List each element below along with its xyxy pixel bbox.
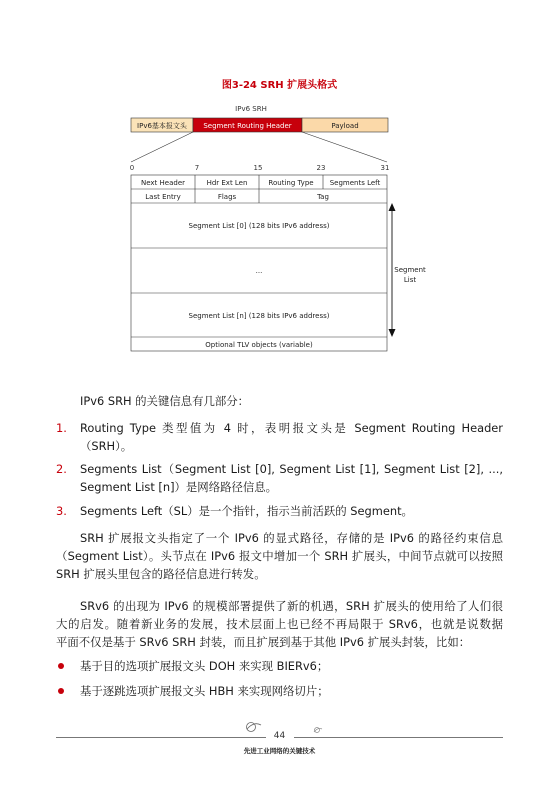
list-number-2: 2. (56, 462, 67, 476)
list-item-2-line-2: Segment List [n]）是网络路径信息。 (80, 480, 278, 494)
paragraph-1-line-2: （Segment List）。头节点在 IPv6 报文中增加一个 SRH 扩展头，中间节点就可以按照 (56, 549, 503, 563)
expand-line-right (302, 132, 387, 162)
field-tag: Tag (317, 193, 329, 201)
srh-format-diagram (0, 0, 559, 360)
field-segments-left: Segments Left (329, 179, 381, 187)
bit-tick-15: 15 (253, 164, 263, 172)
paragraph-2-line-1: SRv6 的出现为 IPv6 的规模部署提供了新的机遇，SRH 扩展头的使用给了人们很 (80, 599, 503, 613)
paragraph-srv6-opportunity (56, 597, 503, 651)
list-item-1-line-2: （SRH）。 (80, 439, 133, 453)
paragraph-srh-explicit-path (56, 529, 503, 583)
segment-list-side-label-2: List (403, 276, 417, 284)
bit-tick-31: 31 (380, 164, 390, 172)
list-number-1: 1. (56, 421, 67, 435)
ipv6-srh-label: IPv6 SRH (235, 105, 267, 113)
field-hdr-ext-len: Hdr Ext Len (206, 179, 248, 187)
list-item-3-line-1: Segments Left（SL）是一个指针，指示当前活跃的 Segment。 (80, 504, 413, 518)
list-item-2-line-1: Segments List（Segment List [0], Segment List [1], Segment List [2], ..., (80, 462, 503, 476)
list-item-2 (80, 460, 503, 496)
paragraph-1-line-3: SRH 扩展头里包含的路径信息进行转发。 (56, 567, 266, 581)
field-flags: Flags (217, 193, 237, 201)
segment-routing-header-label: Segment Routing Header (203, 122, 292, 130)
field-optional-tlv: Optional TLV objects (variable) (205, 341, 313, 349)
bit-tick-7: 7 (194, 164, 200, 172)
field-segment-list-0: Segment List [0] (128 bits IPv6 address) (188, 222, 330, 230)
field-segment-list-n: Segment List [n] (128 bits IPv6 address) (188, 312, 330, 320)
bit-tick-0: 0 (129, 164, 135, 172)
figure-title: 图3-24 SRH 扩展头格式 (221, 80, 338, 91)
footer-book-title: 先进工业网络的关键技术 (243, 747, 316, 755)
payload-label: Payload (331, 122, 359, 130)
page-number: 44 (273, 731, 286, 741)
field-last-entry: Last Entry (145, 193, 181, 201)
list-item-3 (80, 502, 503, 520)
expand-line-left (131, 132, 193, 162)
segment-list-side-label-1: Segment (394, 266, 426, 274)
field-segment-list-ellipsis: ... (255, 267, 263, 275)
bullet-dot-2 (58, 688, 64, 694)
paragraph-2-line-3: 平面不仅是基于 SRv6 SRH 封装，而且扩展到基于其他 IPv6 扩展头封装，比如： (56, 635, 471, 649)
bullet-item-hbh: 基于逐跳选项扩展报文头 HBH 来实现网络切片； (80, 684, 329, 698)
field-next-header: Next Header (140, 179, 186, 187)
paragraph-2-line-2: 大的启发。随着新业务的发展，技术层面上也已经不再局限于 SRv6，也就是说数据 (56, 617, 503, 631)
list-item-1-line-1: Routing Type 类型值为 4 时，表明报文头是 Segment Routing Header (80, 421, 503, 435)
list-item-1 (80, 419, 503, 455)
paragraph-1-line-1: SRH 扩展报文头指定了一个 IPv6 的显式路径，存储的是 IPv6 的路径约束信息 (80, 531, 503, 545)
intro-text: IPv6 SRH 的关键信息有几部分： (80, 394, 250, 408)
list-number-3: 3. (56, 504, 67, 518)
bit-tick-23: 23 (316, 164, 326, 172)
srh-field-table (131, 175, 387, 351)
bullet-dot-1 (58, 663, 64, 669)
bullet-item-doh: 基于目的选项扩展报文头 DOH 来实现 BIERv6； (80, 659, 329, 673)
ipv6-base-header-label: IPv6基本报文头 (137, 122, 187, 130)
field-routing-type: Routing Type (268, 179, 314, 187)
